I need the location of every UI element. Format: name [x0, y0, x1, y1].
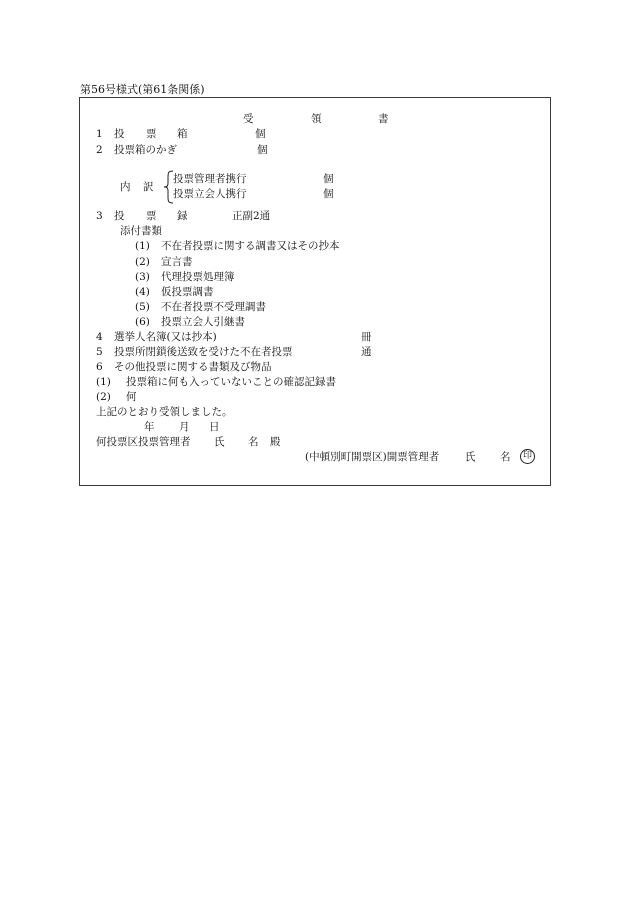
item3-char-2: 票: [146, 210, 157, 222]
item2-label: 投票箱のかぎ: [114, 144, 177, 156]
signer-title: (中頓別町開票区)開票管理者: [305, 451, 440, 463]
attachments-label: 添付書類: [120, 225, 162, 237]
attachment-text: 仮投票調書: [161, 286, 214, 298]
key-holder-witness-unit: 個: [323, 188, 334, 200]
item6-sub2-number: (2): [96, 391, 111, 403]
date-month: 月: [179, 421, 190, 433]
attachment-text: 宣言書: [161, 256, 193, 268]
attachment-number: (2): [135, 256, 150, 268]
item1-unit: 個: [255, 128, 266, 140]
item6-sub2-text: 何: [126, 391, 137, 403]
addressee-name-char-1: 氏: [214, 436, 225, 448]
attachment-number: (1): [135, 240, 150, 252]
heading-char-3: 書: [378, 113, 389, 125]
attachment-number: (3): [135, 271, 150, 283]
addressee-honorific: 殿: [270, 436, 281, 448]
item1-number: 1: [96, 128, 103, 140]
item4-unit: 冊: [361, 331, 372, 343]
attachment-text: 不在者投票不受理調書: [161, 301, 266, 313]
key-holder-manager-unit: 個: [323, 173, 334, 185]
item6-sub1-text: 投票箱に何も入っていないことの確認記録書: [126, 376, 336, 388]
attachment-number: (6): [135, 316, 150, 328]
signer-name-char-2: 名: [500, 451, 511, 463]
receipt-statement: 上記のとおり受領しました。: [96, 406, 233, 418]
item6-number: 6: [96, 361, 103, 373]
item3-char-1: 投: [114, 210, 125, 222]
signer-name-char-1: 氏: [465, 451, 476, 463]
attachment-text: 代理投票処理簿: [161, 271, 235, 283]
form-number-title: 第56号様式(第61条関係): [80, 83, 205, 96]
seal-mark-icon: 印: [520, 449, 535, 464]
item2-number: 2: [96, 144, 103, 156]
attachment-text: 投票立会人引継書: [161, 316, 245, 328]
item4-number: 4: [96, 331, 103, 343]
item1-char-2: 票: [146, 128, 157, 140]
item1-char-3: 箱: [177, 128, 188, 140]
heading-char-1: 受: [243, 113, 254, 125]
item3-char-3: 録: [177, 210, 188, 222]
key-holder-witness-label: 投票立会人携行: [173, 188, 247, 200]
item1-char-1: 投: [114, 128, 125, 140]
heading-char-2: 領: [311, 113, 322, 125]
breakdown-char-1: 内: [120, 181, 131, 193]
date-year: 年: [144, 421, 155, 433]
attachment-number: (4): [135, 286, 150, 298]
item6-text: その他投票に関する書類及び物品: [114, 361, 272, 373]
item3-number: 3: [96, 210, 103, 222]
addressee-title: 何投票区投票管理者: [96, 436, 191, 448]
item3-copies: 正副2通: [232, 210, 271, 222]
attachment-text: 不在者投票に関する調書又はその抄本: [161, 240, 340, 252]
item5-number: 5: [96, 346, 103, 358]
date-day: 日: [209, 421, 220, 433]
item5-text: 投票所閉鎖後送致を受けた不在者投票: [114, 346, 293, 358]
item2-unit: 個: [257, 144, 268, 156]
key-holder-manager-label: 投票管理者携行: [173, 173, 247, 185]
item5-unit: 通: [361, 346, 372, 358]
attachment-number: (5): [135, 301, 150, 313]
addressee-name-char-2: 名: [248, 436, 259, 448]
item4-text: 選挙人名簿(又は抄本): [114, 331, 217, 343]
item6-sub1-number: (1): [96, 376, 111, 388]
breakdown-char-2: 訳: [143, 181, 154, 193]
